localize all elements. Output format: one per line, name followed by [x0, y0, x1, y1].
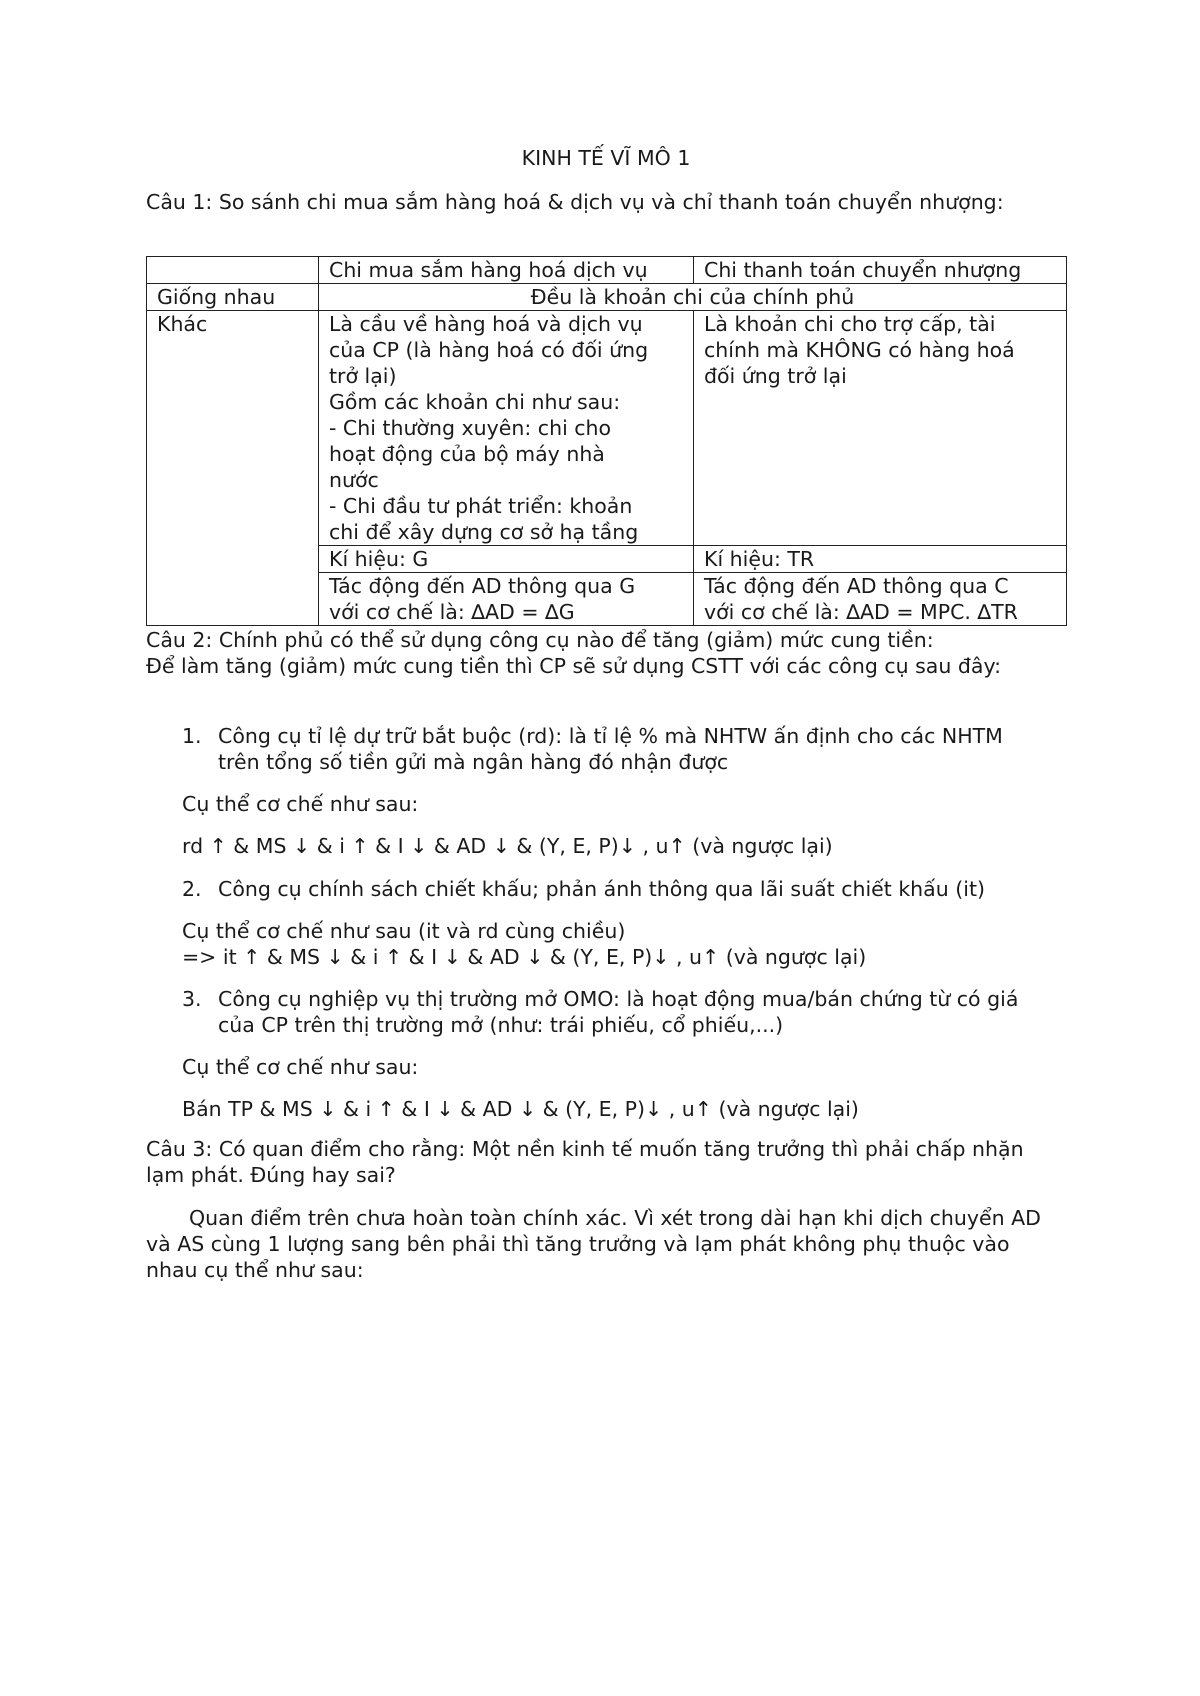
list-text: Công cụ chính sách chiết khấu; phản ánh thông qua lãi suất chiết khấu (it): [218, 877, 985, 901]
cell-giong-nhau: Đều là khoản chi của chính phủ: [319, 284, 1067, 311]
cell-tac-dong-col2: [694, 573, 1067, 626]
cell-line: với cơ chế là: ∆AD = ∆G: [329, 600, 575, 624]
mechanism-label-3: Cụ thể cơ chế như sau:: [182, 1055, 419, 1079]
page-title: KINH TẾ VĨ MÔ 1: [521, 146, 691, 170]
cell-khac-col1: [319, 311, 694, 546]
list-number: 2.: [182, 877, 202, 901]
question-3-answer: Quan điểm trên chưa hoàn toàn chính xác. Vì xét trong dài hạn khi dịch chuyển AD và AS cùng 1 lượng sang bên phải thì tăng trưởng và lạm phát không phụ thuộc vào nhau cụ thể như sau:: [146, 1206, 1041, 1282]
cell-line: nước: [329, 468, 379, 492]
row-label-khac: Khác: [147, 311, 319, 626]
cell-khac-col2: [694, 311, 1067, 546]
cell-line: đối ứng trở lại: [704, 364, 847, 388]
mechanism-label-2: Cụ thể cơ chế như sau (it và rd cùng chiều): [182, 919, 626, 943]
cell-line: - Chi thường xuyên: chi cho: [329, 416, 612, 440]
table-header-col2: Chi thanh toán chuyển nhượng: [694, 257, 1067, 284]
row-label-giong-nhau: Giống nhau: [147, 284, 319, 311]
cell-line: Là cầu về hàng hoá và dịch vụ: [329, 312, 643, 336]
table-header-row: [147, 257, 1067, 284]
cell-line: trở lại): [329, 364, 397, 388]
cell-ki-hieu-col1: Kí hiệu: G: [319, 546, 694, 573]
list-text: Công cụ tỉ lệ dự trữ bắt buộc (rd): là tỉ lệ % mà NHTW ấn định cho các NHTM trên tổng số tiền gửi mà ngân hàng đó nhận được: [218, 724, 1003, 774]
cell-line: chính mà KHÔNG có hàng hoá: [704, 338, 1015, 362]
cell-line: Tác động đến AD thông qua C: [704, 574, 1009, 598]
cell-line: của CP (là hàng hoá có đối ứng: [329, 338, 649, 362]
mechanism-label-1: Cụ thể cơ chế như sau:: [182, 792, 419, 816]
table-header-col1: Chi mua sắm hàng hoá dịch vụ: [319, 257, 694, 284]
list-number: 1.: [182, 724, 202, 748]
mechanism-3: Bán TP & MS ↓ & i ↑ & I ↓ & AD ↓ & (Y, E, P)↓ , u↑ (và ngược lại): [182, 1097, 859, 1121]
cell-line: - Chi đầu tư phát triển: khoản: [329, 494, 633, 518]
cell-line: chi để xây dựng cơ sở hạ tầng: [329, 520, 639, 544]
mechanism-1: rd ↑ & MS ↓ & i ↑ & I ↓ & AD ↓ & (Y, E, P)↓ , u↑ (và ngược lại): [182, 834, 833, 858]
list-text: Công cụ nghiệp vụ thị trường mở OMO: là hoạt động mua/bán chứng từ có giá của CP trên thị trường mở (như: trái phiếu, cổ phiếu,...): [218, 987, 1019, 1037]
table-header-empty: [147, 257, 319, 284]
cell-line: Tác động đến AD thông qua G: [329, 574, 636, 598]
cell-tac-dong-col1: [319, 573, 694, 626]
cell-line: Gồm các khoản chi như sau:: [329, 390, 621, 414]
cell-ki-hieu-col2: Kí hiệu: TR: [694, 546, 1067, 573]
question-1: Câu 1: So sánh chi mua sắm hàng hoá & dịch vụ và chỉ thanh toán chuyển nhượng:: [146, 190, 1004, 214]
cell-line: Là khoản chi cho trợ cấp, tài: [704, 312, 996, 336]
table-row-khac: [147, 311, 1067, 546]
comparison-table: [146, 256, 1067, 626]
list-number: 3.: [182, 987, 202, 1011]
cell-line: với cơ chế là: ∆AD = MPC. ∆TR: [704, 600, 1018, 624]
question-2-answer: Để làm tăng (giảm) mức cung tiền thì CP sẽ sử dụng CSTT với các công cụ sau đây:: [146, 654, 1002, 678]
table-row-giong-nhau: [147, 284, 1067, 311]
cell-line: hoạt động của bộ máy nhà: [329, 442, 605, 466]
mechanism-2: => it ↑ & MS ↓ & i ↑ & I ↓ & AD ↓ & (Y, E, P)↓ , u↑ (và ngược lại): [182, 945, 867, 969]
question-2: Câu 2: Chính phủ có thể sử dụng công cụ nào để tăng (giảm) mức cung tiền:: [146, 628, 934, 652]
question-3: Câu 3: Có quan điểm cho rằng: Một nền kinh tế muốn tăng trưởng thì phải chấp nhặn lạm phát. Đúng hay sai?: [146, 1137, 1024, 1187]
